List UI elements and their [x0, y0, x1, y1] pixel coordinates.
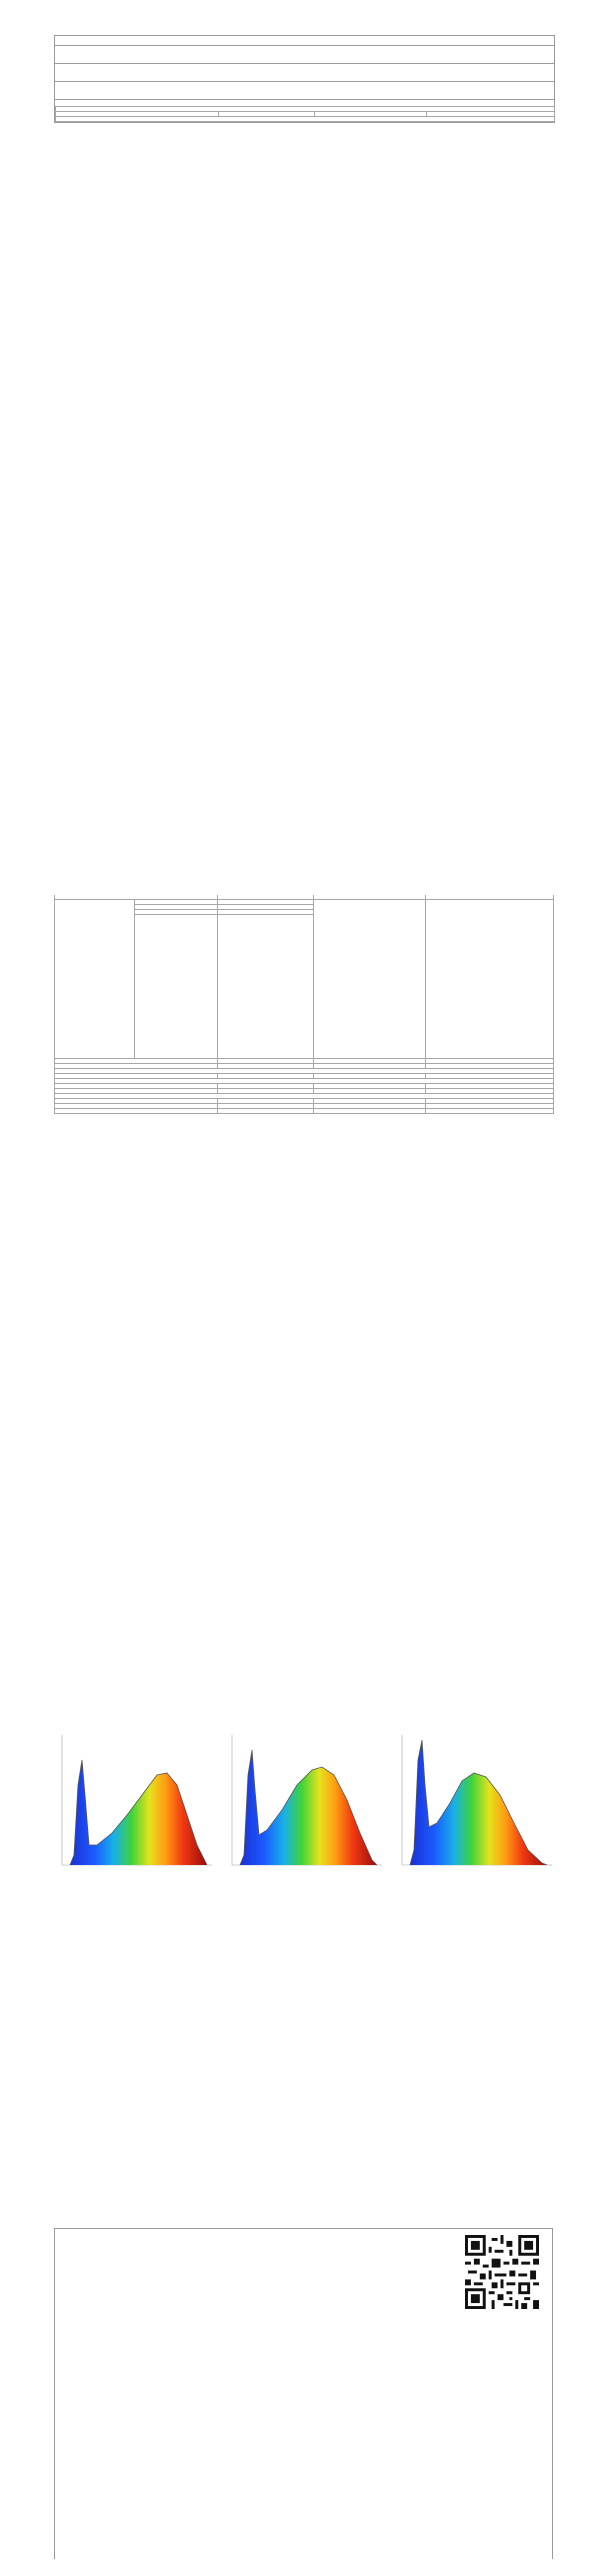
svm-label	[314, 1109, 426, 1114]
spectral-value	[426, 900, 554, 1059]
supplier-row	[55, 45, 554, 63]
svm-value	[426, 1109, 554, 1114]
page-2	[54, 895, 553, 1114]
spectrum-chart-4500k	[232, 1735, 382, 1865]
eprel-info-box	[54, 2228, 553, 2559]
address-row	[55, 63, 554, 81]
contact-website-row	[357, 2419, 363, 2430]
flicker-label	[55, 1109, 218, 1114]
spectrum-chart-3000k	[62, 1735, 212, 1865]
general-params-header	[56, 117, 555, 122]
phone-row	[357, 2442, 363, 2453]
spectral-label	[314, 900, 426, 1059]
contact-name-row	[63, 2419, 69, 2430]
model-row	[55, 81, 554, 99]
flicker-value	[218, 1109, 314, 1114]
dims-label	[55, 900, 135, 1059]
page-1	[54, 35, 555, 123]
spectral-distribution-figures	[52, 1715, 552, 1885]
supplier-row-eprel	[63, 2373, 69, 2384]
qr-code-icon[interactable]	[465, 2235, 539, 2309]
spec-table-1	[55, 106, 555, 122]
eprel-reg-row	[63, 2324, 69, 2335]
spectrum-chart-6500k	[402, 1735, 552, 1865]
email-row	[63, 2442, 69, 2453]
spec-table-2	[54, 895, 554, 1114]
light-type-header	[55, 99, 554, 106]
